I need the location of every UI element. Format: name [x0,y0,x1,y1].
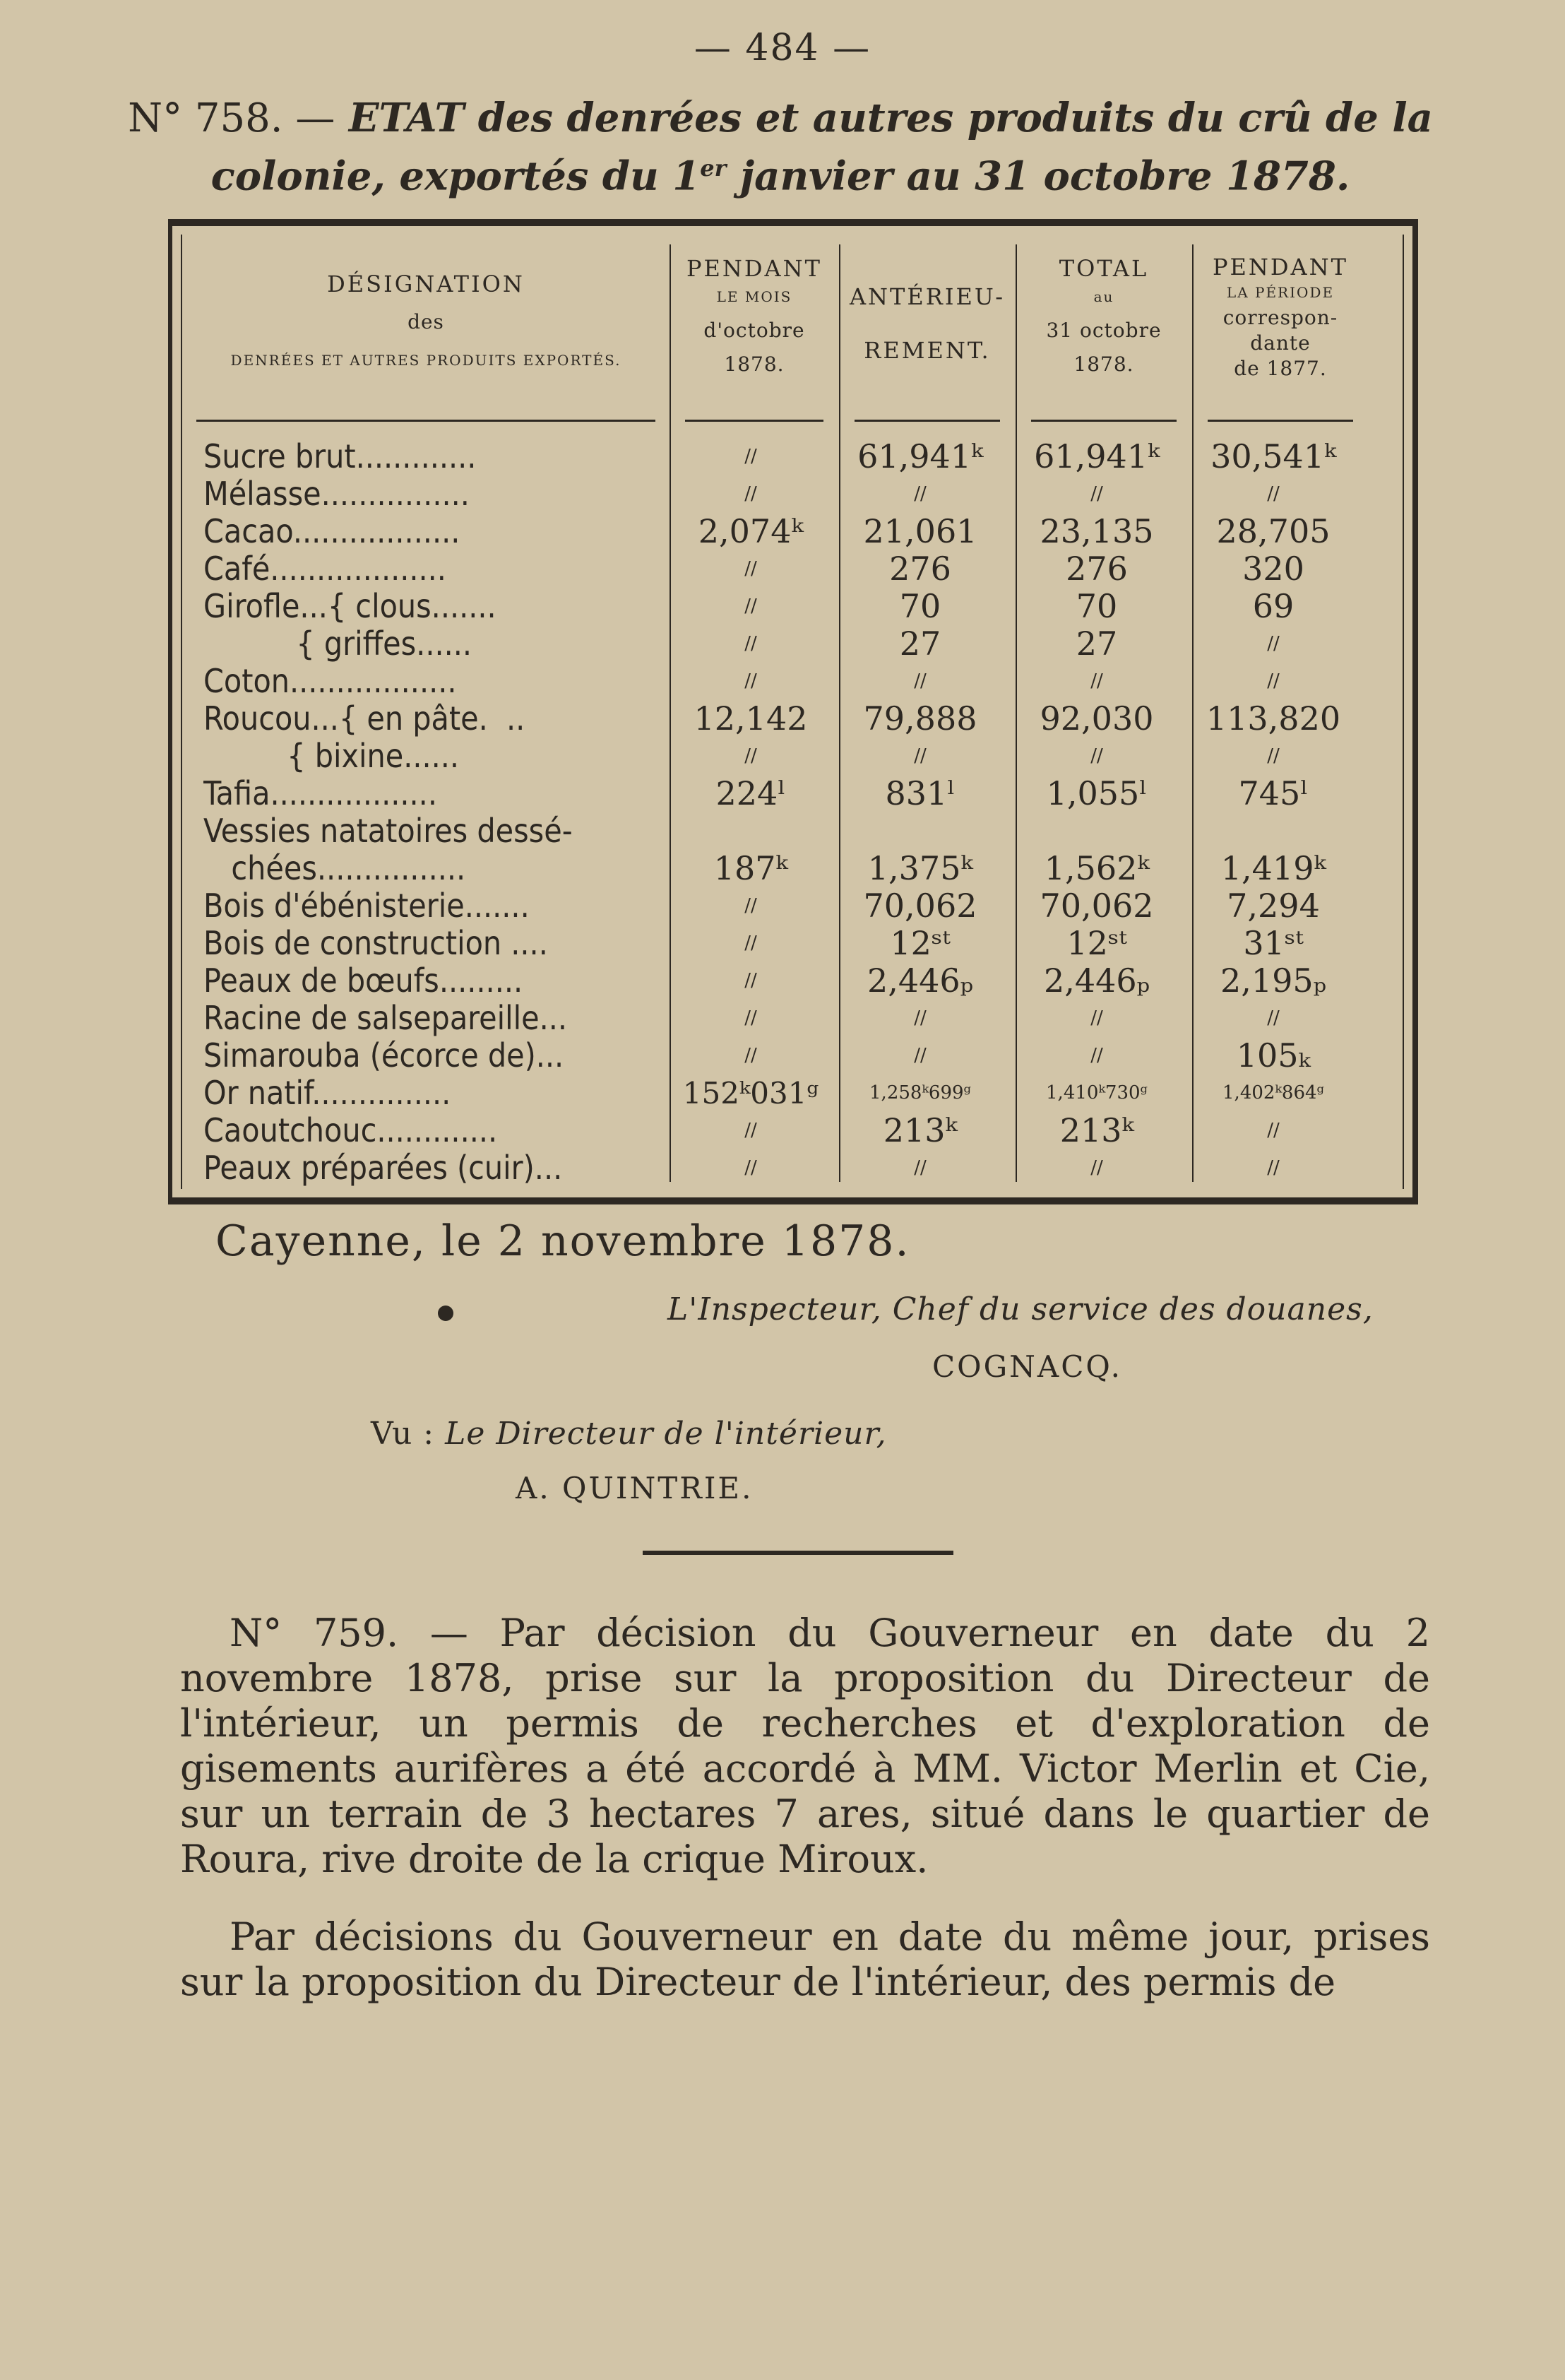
row-value-1877: 320 [1242,550,1304,588]
table-row [182,1112,1403,1149]
table-row [182,775,1403,812]
row-value-1877: // [1267,745,1280,766]
row-value-month: // [744,1045,757,1066]
signature-title: L'Inspecteur, Chef du service des douanes, [667,1291,1374,1327]
heading-number: N° 758. — [128,95,335,141]
header-rule [1208,420,1353,422]
row-value-previous: 276 [889,550,951,588]
row-value-month: // [744,1007,757,1029]
row-value-previous: 1,375ᵏ [867,849,973,887]
row-value-month: // [744,446,757,467]
row-value-previous: // [914,670,927,692]
table-row [182,700,1403,738]
row-value-previous: 2,446ₚ [867,961,974,1000]
row-value-total: // [1090,1045,1103,1066]
row-value-total: // [1090,670,1103,692]
row-label: Vessies natatoires dessé- [203,812,573,850]
vu-name: A. QUINTRIE. [516,1471,754,1505]
vu-line [371,1416,887,1452]
row-value-1877: // [1267,670,1280,692]
header-rule [855,420,1000,422]
row-value-month: // [744,745,757,766]
row-value-previous: 61,941ᵏ [857,437,983,475]
row-value-total: // [1090,745,1103,766]
table-row [182,663,1403,700]
header-line: 1878. [1073,353,1134,376]
row-value-total: 92,030 [1040,699,1154,738]
row-value-total: 213ᵏ [1059,1111,1134,1149]
header-line: correspon- [1222,306,1338,329]
row-label: Tafia.................. [203,775,437,812]
document-heading [106,93,1455,201]
row-label: Coton.................. [203,663,457,700]
row-value-previous: 831ˡ [885,774,956,812]
row-value-total: 1,410ᵏ730ᵍ [1046,1082,1148,1103]
row-value-total: 2,446ₚ [1043,961,1150,1000]
header-line: PENDANT [1213,254,1348,280]
row-value-1877: // [1267,1007,1280,1029]
row-label: Sucre brut............. [203,438,477,475]
row-value-1877: // [1267,483,1280,504]
signature-name: COGNACQ. [932,1349,1123,1384]
row-value-previous: 213ᵏ [883,1111,958,1149]
vu-title: Le Directeur de l'intérieur, [434,1416,887,1452]
row-value-1877: 105ₖ [1236,1036,1311,1074]
row-value-1877: // [1267,633,1280,654]
paragraph-text: Par décisions du Gouverneur en date du même jour, prises sur la proposition du Directeur de l'intérieur, des permis de [180,1914,1430,2004]
row-value-1877: 113,820 [1206,699,1341,738]
table-row [182,962,1403,1000]
ink-blot [438,1306,453,1321]
table-row [182,588,1403,625]
row-value-total: 70 [1076,587,1118,625]
paragraph-text: N° 759. — Par décision du Gouverneur en date du 2 novembre 1878, prise sur la proposition du Directeur de l'intérieur, un permis de recherches et d'exploration de gisements aurifères a été accordé à MM. Victor Merlin et Cie, sur un terrain de 3 hectares 7 ares, situé dans le quartier de Roura, rive droite de la crique Miroux. [180,1611,1430,1881]
header-line: ANTÉRIEU- [849,283,1006,310]
row-label: Racine de salsepareille... [203,1000,568,1037]
row-value-month: // [744,633,757,654]
page-number: — 484 — [694,27,871,69]
row-label: Mélasse................ [203,475,470,513]
heading-title-sup: er [700,155,727,182]
header-line: d'octobre [703,319,805,342]
row-value-total: // [1090,1157,1103,1178]
row-label: Or natif............... [203,1074,451,1112]
row-value-1877: 745ˡ [1238,774,1309,812]
header-line: au [1093,288,1114,305]
vu-prefix: Vu : [371,1416,435,1452]
row-label: Bois de construction .... [203,925,548,962]
table-row [182,1149,1403,1187]
row-value-month: // [744,1157,757,1178]
header-line: LE MOIS [716,288,792,305]
table-row [182,850,1403,887]
header-line: dante [1250,331,1311,355]
table-row [182,513,1403,550]
row-value-previous: 70 [899,587,941,625]
row-value-total: 276 [1066,550,1128,588]
place-date: Cayenne, le 2 novembre 1878. [215,1216,910,1266]
row-value-month: // [744,670,757,692]
row-label: Peaux de bœufs......... [203,962,523,1000]
header-rule [685,420,823,422]
row-value-month: // [744,970,757,991]
row-value-month: // [744,895,757,916]
row-value-month: // [744,558,757,579]
row-label: Cacao.................. [203,513,460,550]
table-row [182,1074,1403,1112]
row-value-total: // [1090,1007,1103,1029]
section-divider [643,1551,953,1555]
row-value-1877: 7,294 [1227,887,1320,925]
header-col4 [1199,254,1362,381]
header-line: 1878. [724,353,785,376]
row-value-total: 23,135 [1040,512,1154,550]
row-value-total: 70,062 [1040,887,1154,925]
row-value-1877: 28,705 [1216,512,1331,550]
header-col3 [1023,254,1185,379]
header-line: DENRÉES ET AUTRES PRODUITS EXPORTÉS. [230,352,621,369]
row-value-previous: // [914,745,927,766]
row-label: Café................... [203,550,446,588]
row-value-previous: 12ˢᵗ [890,924,951,962]
row-value-total: 61,941ᵏ [1034,437,1160,475]
row-value-1877: 1,402ᵏ864ᵍ [1222,1082,1324,1103]
row-value-month: // [744,483,757,504]
header-rule [1031,420,1177,422]
table-row [182,625,1403,663]
row-value-month: // [744,1120,757,1141]
export-table [168,219,1418,1204]
header-col1 [677,254,832,379]
table-row [182,925,1403,962]
row-value-total: 1,562ᵏ [1044,849,1150,887]
row-value-total: 12ˢᵗ [1066,924,1127,962]
row-label: Girofle...{ clous....... [203,588,496,625]
row-value-1877: // [1267,1120,1280,1141]
table-row [182,738,1403,775]
header-line: 31 octobre [1046,319,1162,342]
table-row [182,812,1403,850]
header-line: LA PÉRIODE [1226,284,1335,301]
row-value-previous: // [914,1157,927,1178]
row-value-month: 2,074ᵏ [698,512,804,550]
header-line: des [407,310,444,333]
header-designation [196,270,655,374]
heading-title-part2: janvier au 31 octobre 1878. [726,153,1350,200]
row-label: Simarouba (écorce de)... [203,1037,564,1074]
table-row [182,475,1403,513]
heading-title-part1: ETAT des denrées et autres produits du crû de la colonie, exportés du 1 [210,95,1433,200]
row-value-previous: 1,258ᵏ699ᵍ [869,1082,971,1103]
row-value-month: 12,142 [694,699,808,738]
table-row [182,550,1403,588]
row-value-1877: // [1267,1157,1280,1178]
row-value-previous: 79,888 [863,699,977,738]
row-value-1877: 69 [1252,587,1295,625]
row-value-1877: 31ˢᵗ [1243,924,1304,962]
row-value-1877: 30,541ᵏ [1210,437,1336,475]
row-label: Caoutchouc............. [203,1112,498,1149]
row-value-month: 152ᵏ031ᵍ [682,1076,819,1111]
header-line: REMENT. [864,337,991,364]
row-value-total: 27 [1076,624,1118,663]
row-label: { bixine...... [203,738,460,775]
table-row [182,1000,1403,1037]
paragraph-759 [180,1611,1430,1882]
row-label: Peaux préparées (cuir)... [203,1149,563,1187]
row-value-previous: 70,062 [863,887,977,925]
row-value-month: 224ˡ [715,774,786,812]
row-value-total: 1,055ˡ [1046,774,1148,812]
header-line: DÉSIGNATION [327,271,525,297]
row-label: Bois d'ébénisterie....... [203,887,530,925]
table-frame [181,235,1404,1189]
row-label: Roucou...{ en pâte. .. [203,700,525,738]
row-value-previous: 21,061 [863,512,977,550]
row-value-1877: 1,419ᵏ [1220,849,1326,887]
row-value-previous: // [914,483,927,504]
row-value-1877: 2,195ₚ [1220,961,1327,1000]
row-value-previous: // [914,1007,927,1029]
row-value-month: // [744,933,757,954]
row-label: { griffes...... [203,625,472,663]
table-row [182,1037,1403,1074]
row-value-previous: 27 [899,624,941,663]
table-row [182,887,1403,925]
header-line: PENDANT [686,255,822,282]
row-value-month: // [744,596,757,617]
header-line: de 1877. [1234,357,1327,380]
row-value-total: // [1090,483,1103,504]
header-line: TOTAL [1059,255,1149,282]
header-rule [196,420,655,422]
row-label: chées................ [203,850,466,887]
table-row [182,438,1403,475]
row-value-month: 187ᵏ [713,849,788,887]
paragraph-followup [180,1914,1430,2005]
header-col2 [846,283,1008,365]
row-value-previous: // [914,1045,927,1066]
